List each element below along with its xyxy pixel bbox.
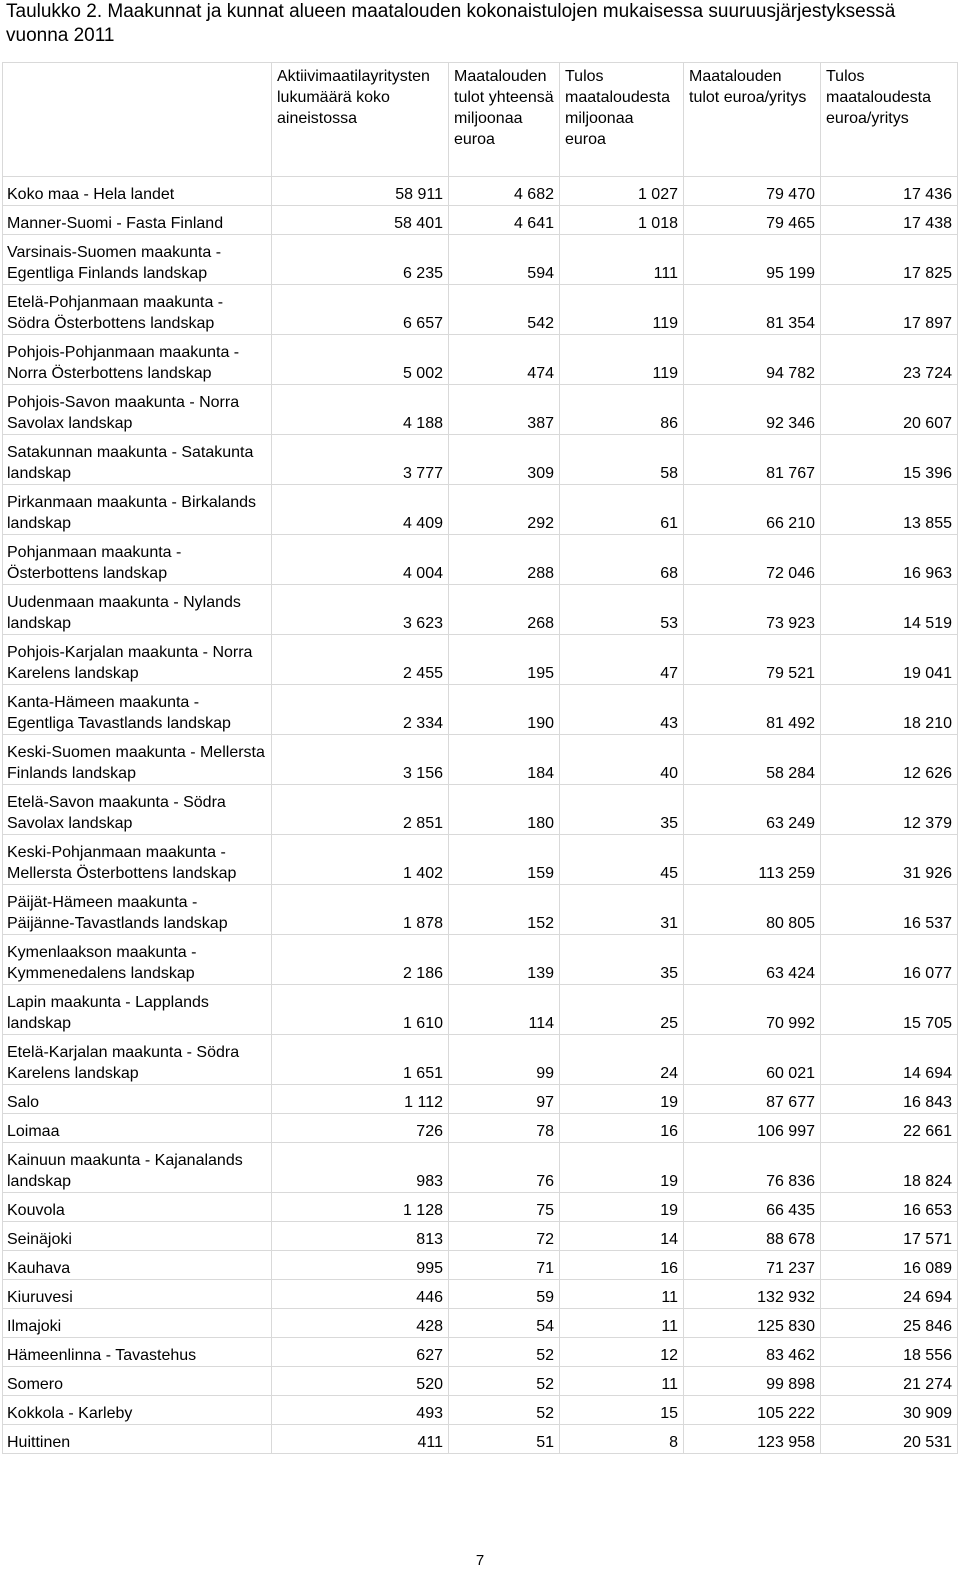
table-row: [3, 285, 958, 335]
table-row: [3, 1367, 958, 1396]
region-name: Satakunnan maakunta - Satakunta landskap: [3, 435, 272, 485]
region-name: Uudenmaan maakunta - Nylands landskap: [3, 585, 272, 635]
table-row: [3, 1309, 958, 1338]
value-cell: 51: [449, 1425, 560, 1454]
table-row: [3, 177, 958, 206]
region-name: Pirkanmaan maakunta - Birkalands landskap: [3, 485, 272, 535]
region-name: Kokkola - Karleby: [3, 1396, 272, 1425]
table-row: [3, 1425, 958, 1454]
value-cell: 58 911: [272, 177, 449, 206]
column-header: Aktiivimaatilayritysten lukumäärä koko aineistossa: [272, 63, 449, 177]
value-cell: 139: [449, 935, 560, 985]
value-cell: 58 284: [684, 735, 821, 785]
value-cell: 40: [560, 735, 684, 785]
table-row: [3, 985, 958, 1035]
value-cell: 16 077: [821, 935, 958, 985]
page-number: 7: [475, 1552, 485, 1569]
region-name: Hämeenlinna - Tavastehus: [3, 1338, 272, 1367]
value-cell: 3 156: [272, 735, 449, 785]
value-cell: 17 897: [821, 285, 958, 335]
value-cell: 16 843: [821, 1085, 958, 1114]
value-cell: 31: [560, 885, 684, 935]
value-cell: 16 653: [821, 1193, 958, 1222]
value-cell: 76: [449, 1143, 560, 1193]
table-row: [3, 835, 958, 885]
table-row: [3, 1251, 958, 1280]
value-cell: 25 846: [821, 1309, 958, 1338]
value-cell: 292: [449, 485, 560, 535]
value-cell: 71 237: [684, 1251, 821, 1280]
value-cell: 99: [449, 1035, 560, 1085]
value-cell: 125 830: [684, 1309, 821, 1338]
table-row: [3, 1222, 958, 1251]
value-cell: 12 626: [821, 735, 958, 785]
value-cell: 15 705: [821, 985, 958, 1035]
region-name: Kanta-Hämeen maakunta - Egentliga Tavastlands landskap: [3, 685, 272, 735]
value-cell: 520: [272, 1367, 449, 1396]
value-cell: 43: [560, 685, 684, 735]
value-cell: 72 046: [684, 535, 821, 585]
region-name: Kiuruvesi: [3, 1280, 272, 1309]
region-name: Ilmajoki: [3, 1309, 272, 1338]
region-name: Pohjois-Pohjanmaan maakunta - Norra Österbottens landskap: [3, 335, 272, 385]
value-cell: 14 519: [821, 585, 958, 635]
region-name: Keski-Pohjanmaan maakunta - Mellersta Österbottens landskap: [3, 835, 272, 885]
value-cell: 24: [560, 1035, 684, 1085]
column-header: Maatalouden tulot euroa/yritys: [684, 63, 821, 177]
value-cell: 268: [449, 585, 560, 635]
table-row: [3, 335, 958, 385]
value-cell: 83 462: [684, 1338, 821, 1367]
region-name: Loimaa: [3, 1114, 272, 1143]
table-row: [3, 935, 958, 985]
value-cell: 22 661: [821, 1114, 958, 1143]
value-cell: 19: [560, 1193, 684, 1222]
value-cell: 88 678: [684, 1222, 821, 1251]
value-cell: 59: [449, 1280, 560, 1309]
value-cell: 184: [449, 735, 560, 785]
value-cell: 17 825: [821, 235, 958, 285]
value-cell: 18 824: [821, 1143, 958, 1193]
value-cell: 411: [272, 1425, 449, 1454]
value-cell: 94 782: [684, 335, 821, 385]
value-cell: 99 898: [684, 1367, 821, 1396]
value-cell: 21 274: [821, 1367, 958, 1396]
table-row: [3, 885, 958, 935]
value-cell: 72: [449, 1222, 560, 1251]
region-name: Etelä-Savon maakunta - Södra Savolax landskap: [3, 785, 272, 835]
value-cell: 6 657: [272, 285, 449, 335]
value-cell: 152: [449, 885, 560, 935]
value-cell: 8: [560, 1425, 684, 1454]
value-cell: 13 855: [821, 485, 958, 535]
table-row: [3, 1085, 958, 1114]
value-cell: 983: [272, 1143, 449, 1193]
value-cell: 79 465: [684, 206, 821, 235]
value-cell: 493: [272, 1396, 449, 1425]
value-cell: 79 470: [684, 177, 821, 206]
column-header: [3, 63, 272, 177]
value-cell: 309: [449, 435, 560, 485]
value-cell: 1 128: [272, 1193, 449, 1222]
value-cell: 1 112: [272, 1085, 449, 1114]
value-cell: 428: [272, 1309, 449, 1338]
value-cell: 66 210: [684, 485, 821, 535]
table-row: [3, 635, 958, 685]
value-cell: 195: [449, 635, 560, 685]
value-cell: 11: [560, 1280, 684, 1309]
value-cell: 2 455: [272, 635, 449, 685]
value-cell: 16 537: [821, 885, 958, 935]
value-cell: 387: [449, 385, 560, 435]
value-cell: 3 777: [272, 435, 449, 485]
table-row: [3, 235, 958, 285]
region-name: Pohjanmaan maakunta - Österbottens landskap: [3, 535, 272, 585]
table-row: [3, 535, 958, 585]
value-cell: 4 004: [272, 535, 449, 585]
table-row: [3, 785, 958, 835]
value-cell: 106 997: [684, 1114, 821, 1143]
document-title: Taulukko 2. Maakunnat ja kunnat alueen maatalouden kokonaistulojen mukaisessa suuruusjärjestyksessä vuonna 2011: [6, 1, 896, 46]
column-header: Tulos maataloudesta euroa/yritys: [821, 63, 958, 177]
value-cell: 132 932: [684, 1280, 821, 1309]
value-cell: 79 521: [684, 635, 821, 685]
value-cell: 76 836: [684, 1143, 821, 1193]
value-cell: 20 531: [821, 1425, 958, 1454]
table-row: [3, 1143, 958, 1193]
value-cell: 61: [560, 485, 684, 535]
table-row: [3, 1396, 958, 1425]
value-cell: 25: [560, 985, 684, 1035]
value-cell: 53: [560, 585, 684, 635]
value-cell: 81 492: [684, 685, 821, 735]
value-cell: 81 354: [684, 285, 821, 335]
value-cell: 14: [560, 1222, 684, 1251]
value-cell: 35: [560, 785, 684, 835]
value-cell: 5 002: [272, 335, 449, 385]
column-header: Tulos maataloudesta miljoonaa euroa: [560, 63, 684, 177]
value-cell: 111: [560, 235, 684, 285]
region-name: Päijät-Hämeen maakunta - Päijänne-Tavastlands landskap: [3, 885, 272, 935]
table-row: [3, 585, 958, 635]
data-table: [2, 62, 958, 1454]
value-cell: 97: [449, 1085, 560, 1114]
region-name: Somero: [3, 1367, 272, 1396]
region-name: Pohjois-Savon maakunta - Norra Savolax landskap: [3, 385, 272, 435]
value-cell: 113 259: [684, 835, 821, 885]
value-cell: 15 396: [821, 435, 958, 485]
table-row: [3, 1035, 958, 1085]
region-name: Seinäjoki: [3, 1222, 272, 1251]
value-cell: 11: [560, 1367, 684, 1396]
header-row: [3, 63, 958, 177]
value-cell: 2 334: [272, 685, 449, 735]
value-cell: 594: [449, 235, 560, 285]
value-cell: 12: [560, 1338, 684, 1367]
region-name: Kauhava: [3, 1251, 272, 1280]
value-cell: 1 651: [272, 1035, 449, 1085]
value-cell: 63 249: [684, 785, 821, 835]
region-name: Varsinais-Suomen maakunta - Egentliga Finlands landskap: [3, 235, 272, 285]
table-row: [3, 735, 958, 785]
table-row: [3, 1338, 958, 1367]
value-cell: 4 409: [272, 485, 449, 535]
value-cell: 52: [449, 1367, 560, 1396]
value-cell: 114: [449, 985, 560, 1035]
value-cell: 68: [560, 535, 684, 585]
value-cell: 4 641: [449, 206, 560, 235]
region-name: Pohjois-Karjalan maakunta - Norra Karelens landskap: [3, 635, 272, 685]
value-cell: 474: [449, 335, 560, 385]
value-cell: 105 222: [684, 1396, 821, 1425]
table-row: [3, 206, 958, 235]
table-row: [3, 485, 958, 535]
value-cell: 15: [560, 1396, 684, 1425]
table-row: [3, 1193, 958, 1222]
value-cell: 87 677: [684, 1085, 821, 1114]
value-cell: 4 682: [449, 177, 560, 206]
value-cell: 627: [272, 1338, 449, 1367]
value-cell: 14 694: [821, 1035, 958, 1085]
value-cell: 446: [272, 1280, 449, 1309]
value-cell: 80 805: [684, 885, 821, 935]
region-name: Manner-Suomi - Fasta Finland: [3, 206, 272, 235]
value-cell: 63 424: [684, 935, 821, 985]
value-cell: 542: [449, 285, 560, 335]
value-cell: 17 571: [821, 1222, 958, 1251]
value-cell: 95 199: [684, 235, 821, 285]
value-cell: 119: [560, 335, 684, 385]
value-cell: 123 958: [684, 1425, 821, 1454]
value-cell: 16 089: [821, 1251, 958, 1280]
region-name: Koko maa - Hela landet: [3, 177, 272, 206]
value-cell: 92 346: [684, 385, 821, 435]
table-row: [3, 1280, 958, 1309]
value-cell: 24 694: [821, 1280, 958, 1309]
value-cell: 35: [560, 935, 684, 985]
region-name: Etelä-Karjalan maakunta - Södra Karelens landskap: [3, 1035, 272, 1085]
value-cell: 45: [560, 835, 684, 885]
region-name: Lapin maakunta - Lapplands landskap: [3, 985, 272, 1035]
value-cell: 73 923: [684, 585, 821, 635]
value-cell: 81 767: [684, 435, 821, 485]
value-cell: 66 435: [684, 1193, 821, 1222]
region-name: Kainuun maakunta - Kajanalands landskap: [3, 1143, 272, 1193]
value-cell: 18 210: [821, 685, 958, 735]
table-row: [3, 385, 958, 435]
value-cell: 17 436: [821, 177, 958, 206]
value-cell: 159: [449, 835, 560, 885]
value-cell: 78: [449, 1114, 560, 1143]
value-cell: 180: [449, 785, 560, 835]
value-cell: 23 724: [821, 335, 958, 385]
value-cell: 19: [560, 1085, 684, 1114]
value-cell: 47: [560, 635, 684, 685]
value-cell: 1 878: [272, 885, 449, 935]
value-cell: 1 027: [560, 177, 684, 206]
value-cell: 17 438: [821, 206, 958, 235]
table-row: [3, 685, 958, 735]
value-cell: 58 401: [272, 206, 449, 235]
value-cell: 19 041: [821, 635, 958, 685]
value-cell: 1 610: [272, 985, 449, 1035]
region-name: Salo: [3, 1085, 272, 1114]
value-cell: 54: [449, 1309, 560, 1338]
value-cell: 58: [560, 435, 684, 485]
value-cell: 16 963: [821, 535, 958, 585]
value-cell: 20 607: [821, 385, 958, 435]
value-cell: 12 379: [821, 785, 958, 835]
value-cell: 16: [560, 1114, 684, 1143]
value-cell: 2 851: [272, 785, 449, 835]
value-cell: 70 992: [684, 985, 821, 1035]
value-cell: 726: [272, 1114, 449, 1143]
value-cell: 6 235: [272, 235, 449, 285]
value-cell: 190: [449, 685, 560, 735]
value-cell: 86: [560, 385, 684, 435]
value-cell: 75: [449, 1193, 560, 1222]
value-cell: 4 188: [272, 385, 449, 435]
value-cell: 995: [272, 1251, 449, 1280]
value-cell: 60 021: [684, 1035, 821, 1085]
region-name: Keski-Suomen maakunta - Mellersta Finlands landskap: [3, 735, 272, 785]
column-header: Maatalouden tulot yhteensä miljoonaa euroa: [449, 63, 560, 177]
value-cell: 18 556: [821, 1338, 958, 1367]
value-cell: 3 623: [272, 585, 449, 635]
table-row: [3, 435, 958, 485]
value-cell: 19: [560, 1143, 684, 1193]
value-cell: 52: [449, 1338, 560, 1367]
value-cell: 2 186: [272, 935, 449, 985]
value-cell: 31 926: [821, 835, 958, 885]
value-cell: 11: [560, 1309, 684, 1338]
value-cell: 119: [560, 285, 684, 335]
region-name: Kouvola: [3, 1193, 272, 1222]
value-cell: 16: [560, 1251, 684, 1280]
value-cell: 1 402: [272, 835, 449, 885]
value-cell: 52: [449, 1396, 560, 1425]
value-cell: 813: [272, 1222, 449, 1251]
region-name: Kymenlaakson maakunta - Kymmenedalens landskap: [3, 935, 272, 985]
value-cell: 1 018: [560, 206, 684, 235]
value-cell: 30 909: [821, 1396, 958, 1425]
value-cell: 288: [449, 535, 560, 585]
table-row: [3, 1114, 958, 1143]
region-name: Huittinen: [3, 1425, 272, 1454]
value-cell: 71: [449, 1251, 560, 1280]
region-name: Etelä-Pohjanmaan maakunta - Södra Österbottens landskap: [3, 285, 272, 335]
